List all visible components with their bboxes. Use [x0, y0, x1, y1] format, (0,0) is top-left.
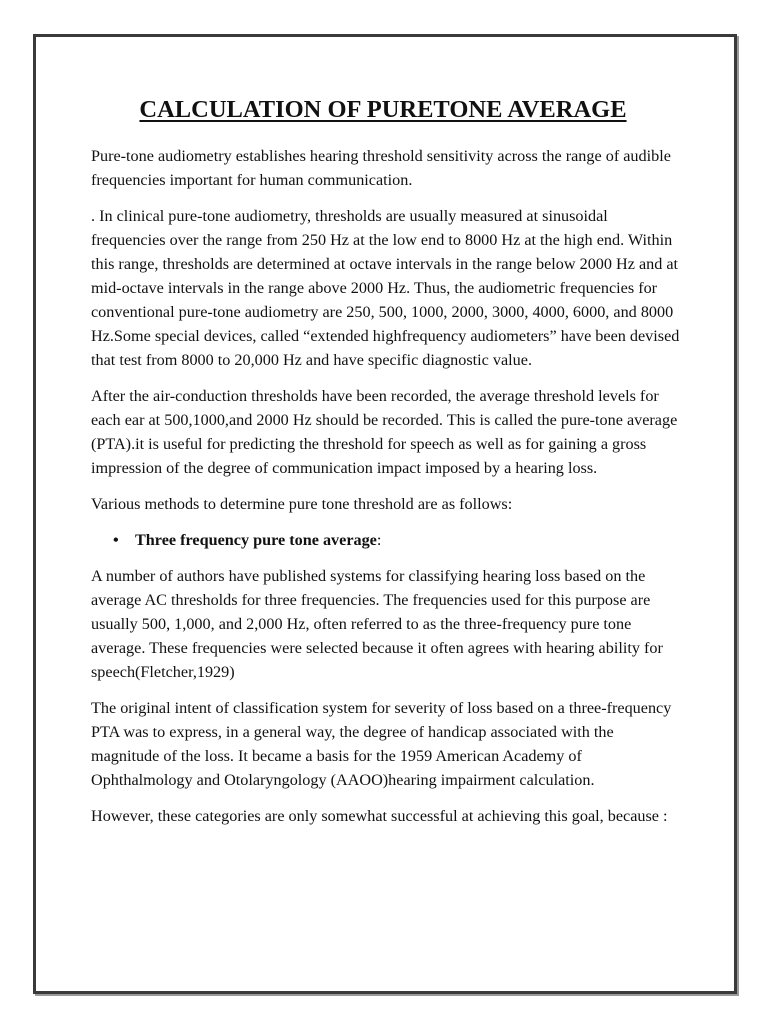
document-body — [91, 92, 683, 840]
document-title: CALCULATION OF PURETONE AVERAGE — [139, 96, 627, 123]
paragraph-three-frequency: A number of authors have published systems for classifying hearing loss based on the average AC thresholds for three frequencies. The frequencies used for this purpose are usually 500, 1,000, and 2,000 Hz, often referred to as the three-frequency pure tone average. These frequencies were selected because it often agrees with hearing ability for speech(Fletcher,1929) — [91, 567, 663, 681]
paragraph-clinical-audiometry: . In clinical pure-tone audiometry, thresholds are usually measured at sinusoidal frequencies over the range from 250 Hz at the low end to 8000 Hz at the high end. Within this range, thresholds are determined at octave intervals in the range below 2000 Hz and at mid-octave intervals in the range above 2000 Hz. Thus, the audiometric frequencies for conventional pure-tone audiometry are 250, 500, 1000, 2000, 3000, 4000, 6000, and 8000 Hz.Some special devices, called “extended highfrequency audiometers” have been devised that test from 8000 to 20,000 Hz and have specific diagnostic value. — [91, 207, 680, 369]
paragraph-intro: Pure-tone audiometry establishes hearing threshold sensitivity across the range of audible frequencies important for human communication. — [91, 147, 671, 189]
bullet-icon: • — [113, 531, 119, 549]
list-item-heading: Three frequency pure tone average — [135, 531, 377, 549]
list-item-suffix: : — [376, 531, 382, 549]
list-item — [113, 528, 683, 552]
methods-list — [91, 528, 683, 552]
paragraph-however: However, these categories are only somewhat successful at achieving this goal, because : — [91, 807, 668, 825]
paragraph-methods-intro: Various methods to determine pure tone threshold are as follows: — [91, 495, 513, 513]
paragraph-pta-definition: After the air-conduction thresholds have been recorded, the average threshold levels for each ear at 500,1000,and 2000 Hz should be recorded. This is called the pure-tone average (PTA).it is useful for predicting the threshold for speech as well as for gaining a gross impression of the degree of communication impact imposed by a hearing loss. — [91, 387, 678, 477]
paragraph-classification-intent: The original intent of classification system for severity of loss based on a three-frequency PTA was to express, in a general way, the degree of handicap associated with the magnitude of the loss. It became a basis for the 1959 American Academy of Ophthalmology and Otolaryngology (AAOO)hearing impairment calculation. — [91, 699, 672, 789]
